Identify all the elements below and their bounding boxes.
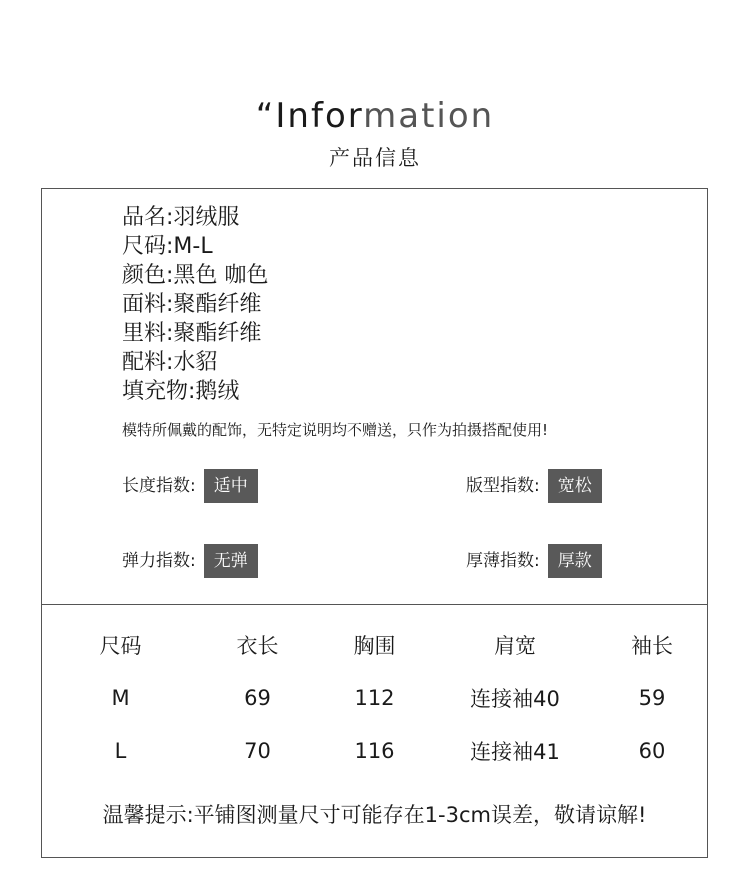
index-elasticity [122,544,258,578]
table-header-cell: 尺码 [99,634,142,658]
table-header-cell: 胸围 [353,634,396,658]
title-part-strong: “Infor [255,96,364,136]
index-thickness [466,544,602,578]
table-cell: 连接袖41 [470,739,560,764]
index-badge: 适中 [204,469,258,503]
table-header-cell: 肩宽 [494,634,536,658]
info-line-color: 颜色:黑色 咖色 [122,263,269,288]
table-row [42,671,707,724]
info-line-size: 尺码:M-L [122,234,213,259]
table-cell: 116 [354,738,395,763]
size-table [42,619,707,777]
page-title [0,92,750,140]
table-cell: 112 [354,685,395,710]
table-header-row [42,619,707,671]
index-label: 弹力指数: [122,551,196,571]
page-subtitle: 产品信息 [329,146,421,170]
index-label: 长度指数: [122,476,196,496]
info-line-fabric: 面料:聚酯纤维 [122,292,262,317]
table-cell: L [114,738,127,763]
index-label: 厚薄指数: [466,551,540,571]
table-cell: 70 [244,738,271,763]
table-cell: 连接袖40 [470,686,560,711]
info-line-name: 品名:羽绒服 [122,205,240,230]
table-cell: 69 [244,685,271,710]
index-length [122,469,258,503]
index-badge: 厚款 [548,544,602,578]
index-badge: 无弹 [204,544,258,578]
info-line-lining: 里料:聚酯纤维 [122,321,262,346]
table-header-cell: 袖长 [631,634,673,658]
info-box [41,188,708,858]
index-label: 版型指数: [466,476,540,496]
table-cell: 59 [638,685,666,710]
info-line-trim: 配料:水貂 [122,350,218,375]
title-part-light: mation [363,96,495,136]
table-row [42,724,707,777]
product-info-list [122,203,268,406]
index-badge: 宽松 [548,469,602,503]
table-cell: M [111,685,130,710]
accessory-note: 模特所佩戴的配饰，无特定说明均不赠送，只作为拍摄搭配使用! [122,421,549,439]
section-divider [42,604,707,605]
info-line-filling: 填充物:鹅绒 [122,379,240,404]
table-cell: 60 [638,738,666,763]
index-fit [466,469,602,503]
table-header-cell: 衣长 [236,634,279,658]
measurement-tip: 温馨提示:平铺图测量尺寸可能存在1-3cm误差，敬请谅解! [102,803,647,827]
